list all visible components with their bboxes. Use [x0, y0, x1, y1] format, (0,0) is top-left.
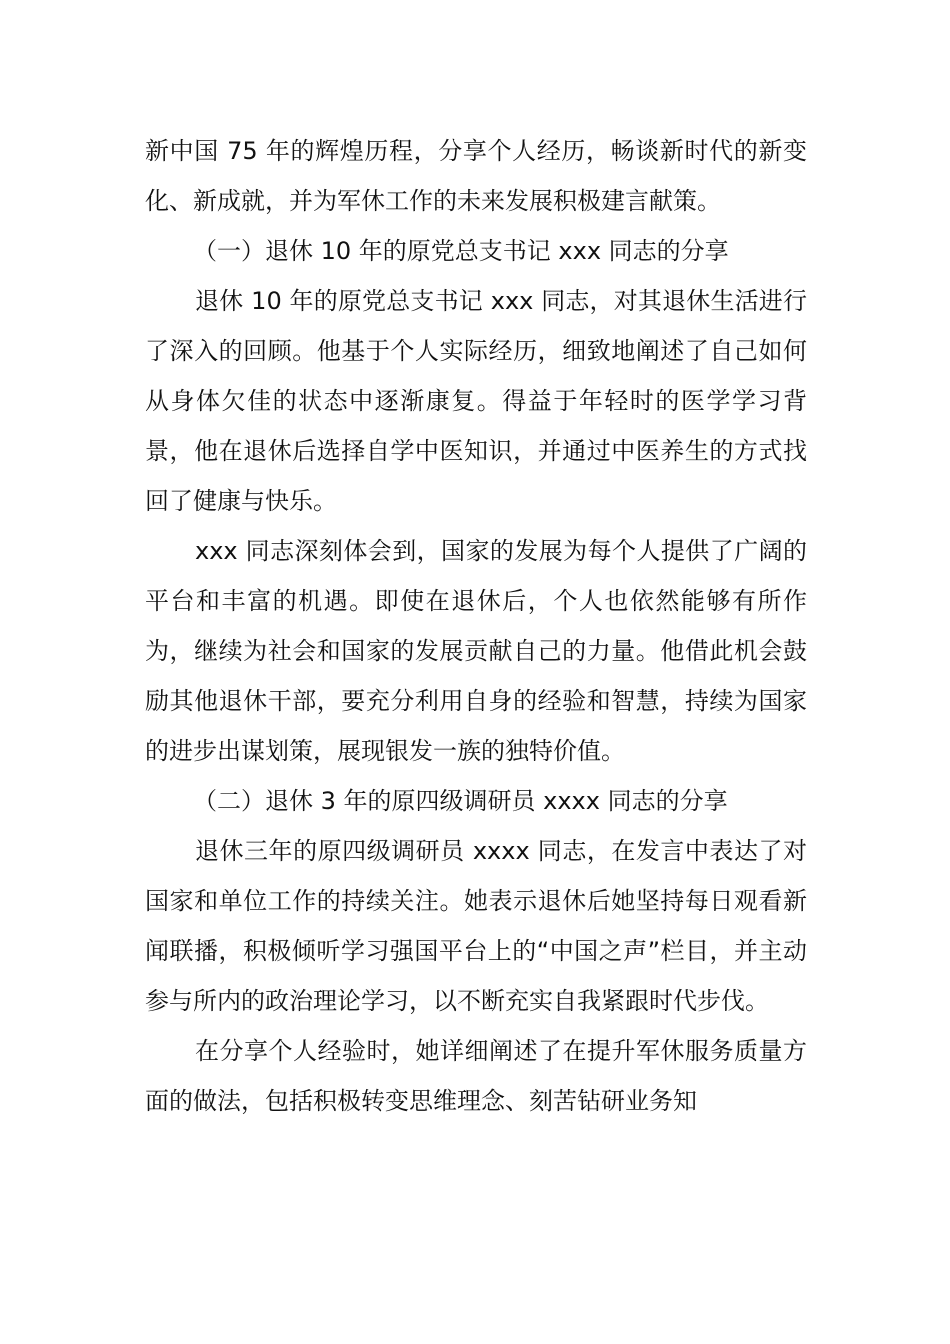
paragraph-body: 退休 10 年的原党总支书记 xxx 同志，对其退休生活进行了深入的回顾。他基于个人实际经历，细致地阐述了自己如何从身体欠佳的状态中逐渐康复。得益于年轻时的医学学习背景，他在退休后选择自学中医知识，并通过中医养生的方式找回了健康与快乐。 [145, 287, 807, 515]
document-page [145, 126, 807, 1126]
section-heading-2: （二）退休 3 年的原四级调研员 xxxx 同志的分享 [193, 787, 728, 815]
paragraph-body: xxx 同志深刻体会到，国家的发展为每个人提供了广阔的平台和丰富的机遇。即使在退休后，个人也依然能够有所作为，继续为社会和国家的发展贡献自己的力量。他借此机会鼓励其他退休干部，要充分利用自身的经验和智慧，持续为国家的进步出谋划策，展现银发一族的独特价值。 [145, 537, 807, 765]
paragraph-continued: 新中国 75 年的辉煌历程，分享个人经历，畅谈新时代的新变化、新成就，并为军休工作的未来发展积极建言献策。 [145, 137, 807, 215]
paragraph-body: 退休三年的原四级调研员 xxxx 同志，在发言中表达了对国家和单位工作的持续关注。她表示退休后她坚持每日观看新闻联播，积极倾听学习强国平台上的“中国之声”栏目，并主动参与所内的政治理论学习，以不断充实自我紧跟时代步伐。 [145, 837, 807, 1015]
section-heading-1: （一）退休 10 年的原党总支书记 xxx 同志的分享 [193, 237, 729, 265]
paragraph-body: 在分享个人经验时，她详细阐述了在提升军休服务质量方面的做法，包括积极转变思维理念、刻苦钻研业务知 [145, 1037, 807, 1115]
